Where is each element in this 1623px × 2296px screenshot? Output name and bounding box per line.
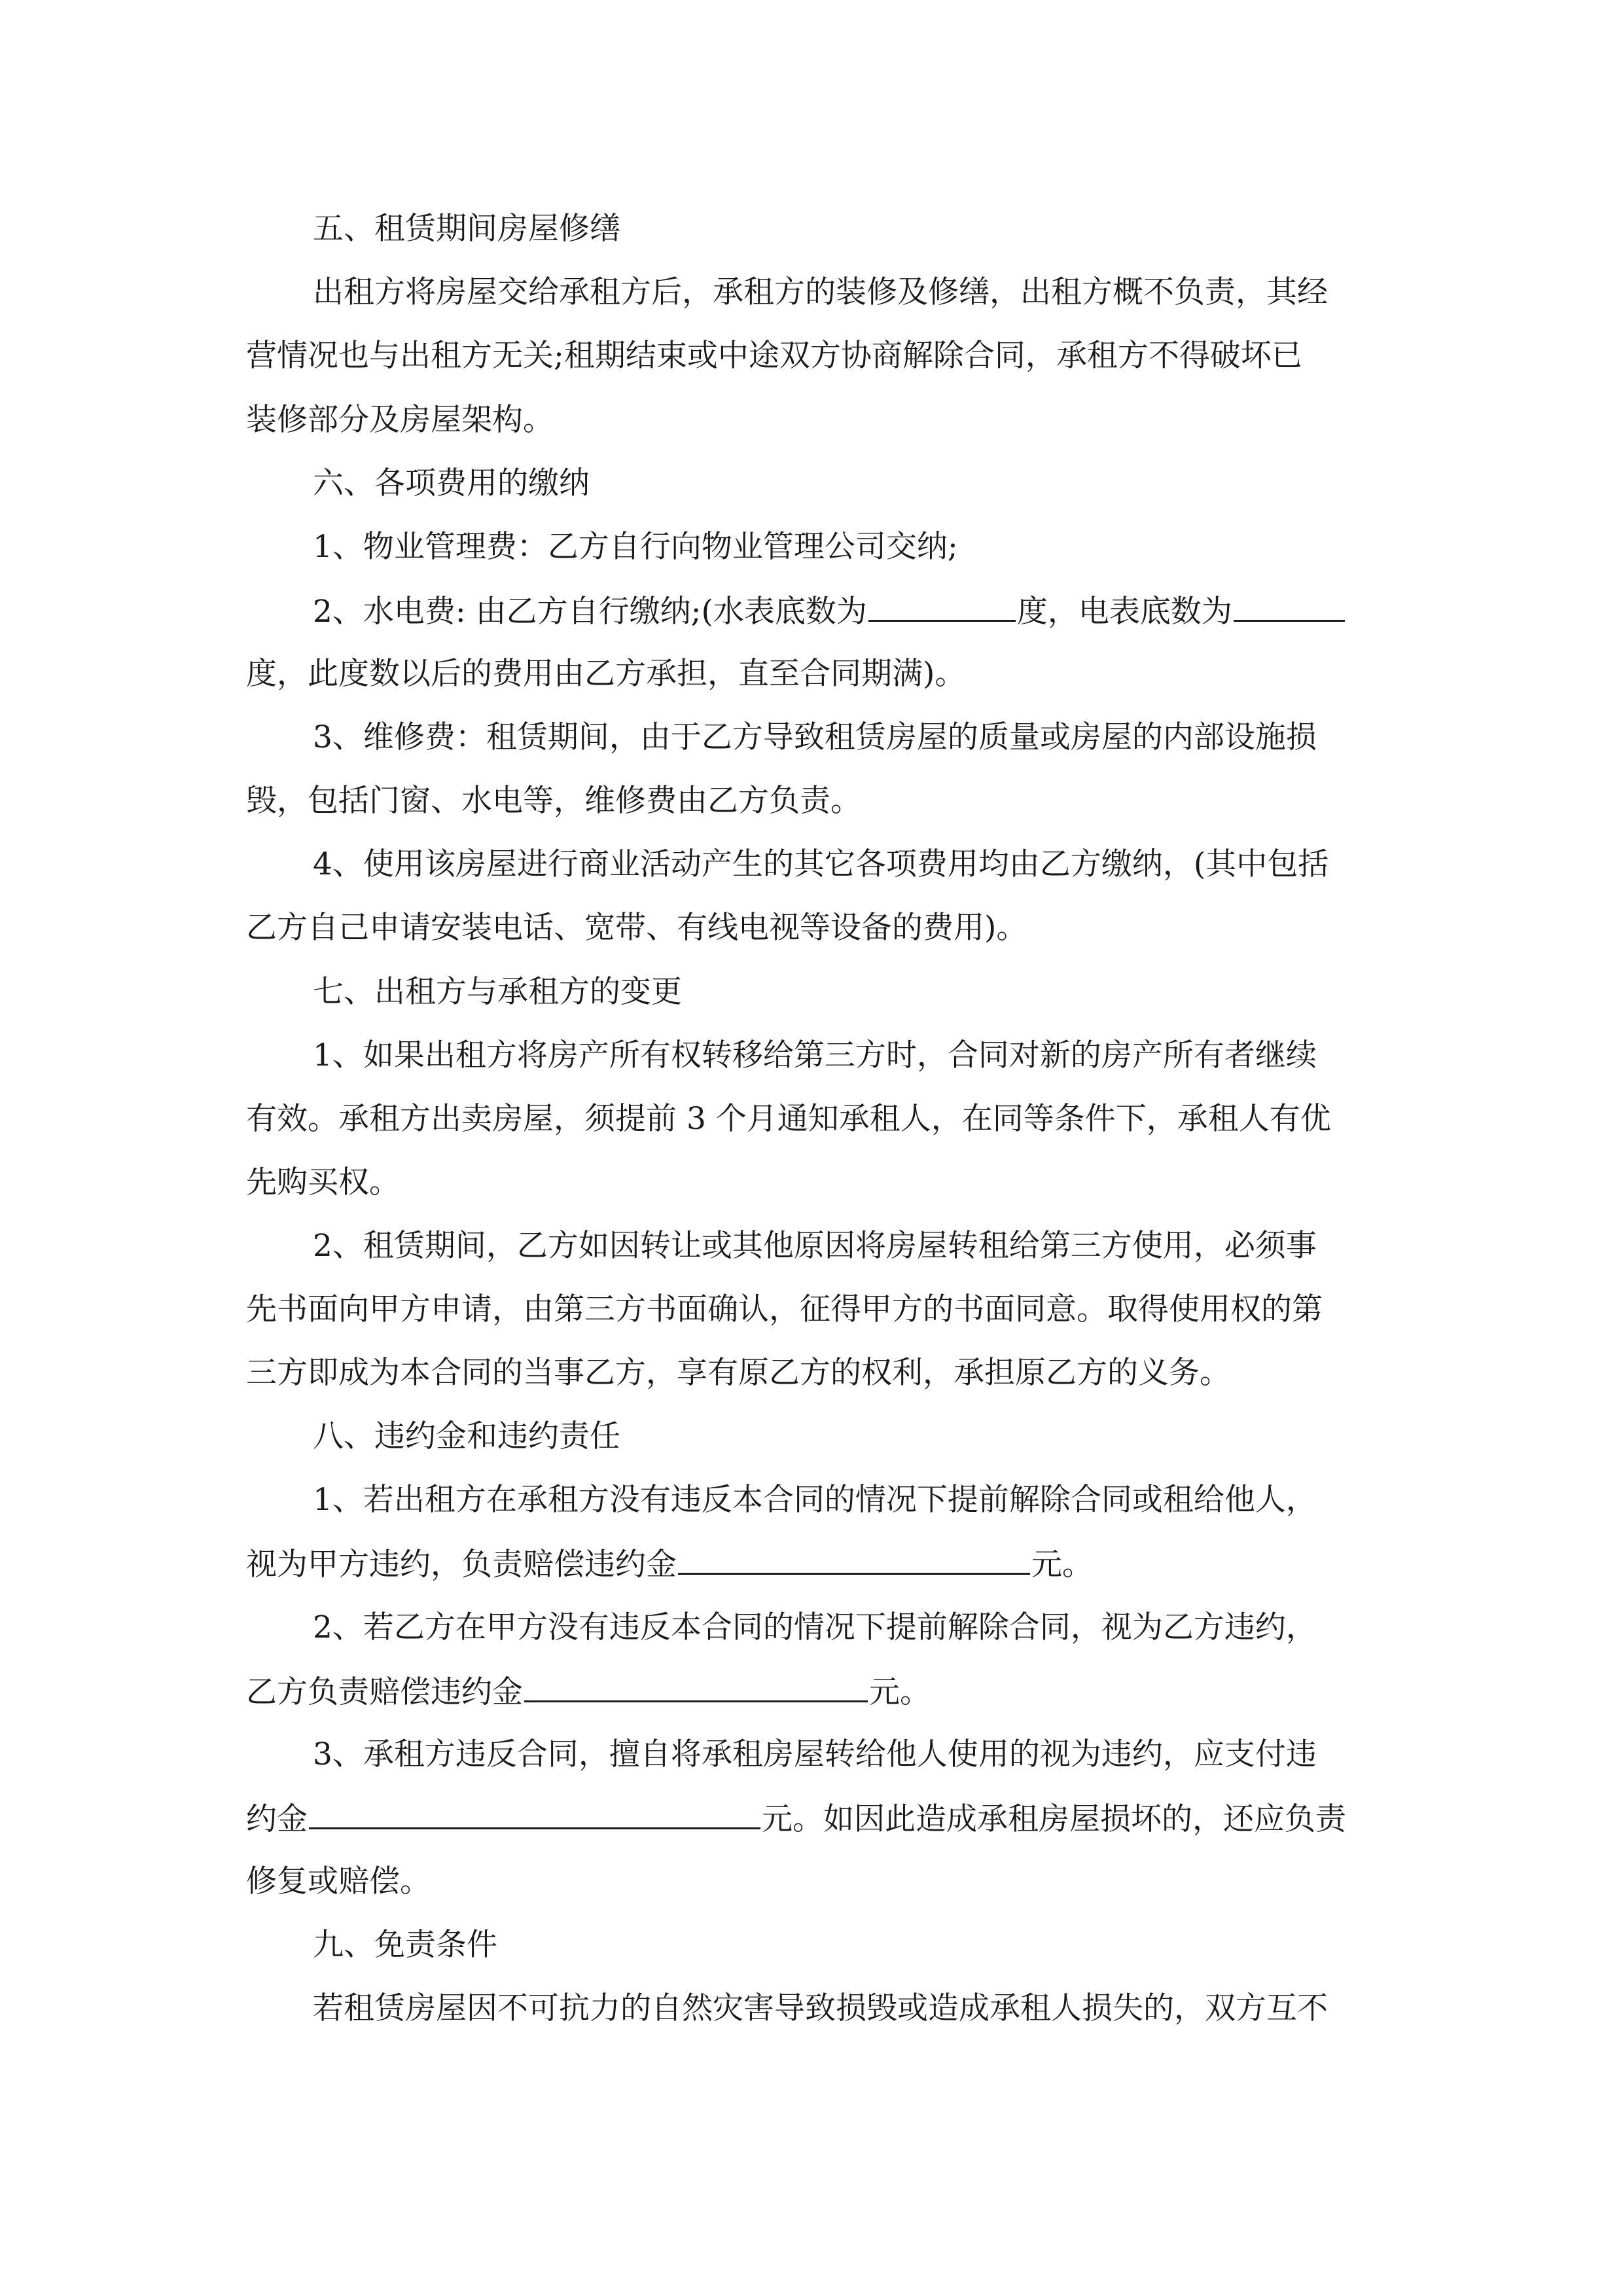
list-item [313,591,1346,630]
paragraph-line: 装修部分及房屋架构。 [246,402,554,438]
electric-meter-blank[interactable] [1234,591,1345,622]
paragraph-line [246,1799,1346,1838]
line-text: 元。 [1031,1547,1093,1583]
paragraph-line: 出租方将房屋交给承租方后，承租方的装修及修缮，出租方概不负责，其经 [313,274,1328,310]
paragraph-line: 有效。承租方出卖房屋，须提前 3 个月通知承租人，在同等条件下，承租人有优 [246,1101,1331,1137]
section-7-heading: 七、出租方与承租方的变更 [313,974,682,1010]
paragraph-line: 先购买权。 [246,1164,400,1200]
penalty-amount-blank[interactable] [524,1672,868,1702]
paragraph-line: 修复或赔偿。 [246,1863,431,1899]
list-item: 2、若乙方在甲方没有违反本合同的情况下提前解除合同，视为乙方违约， [313,1609,1317,1645]
paragraph-line: 度，此度数以后的费用由乙方承担，直至合同期满)。 [246,656,966,692]
paragraph-line: 三方即成为本合同的当事乙方，享有原乙方的权利，承担原乙方的义务。 [246,1355,1230,1391]
list-item: 3、维修费：租赁期间，由于乙方导致租赁房屋的质量或房屋的内部设施损 [313,719,1317,755]
paragraph-line: 毁，包括门窗、水电等，维修费由乙方负责。 [246,783,861,819]
list-item: 2、租赁期间，乙方如因转让或其他原因将房屋转租给第三方使用，必须事 [313,1228,1317,1264]
section-5-heading: 五、租赁期间房屋修缮 [313,211,620,247]
water-meter-blank[interactable] [868,591,1016,622]
section-6-heading: 六、各项费用的缴纳 [313,465,590,501]
line-text: 元。如因此造成承租房屋损坏的，还应负责 [762,1801,1346,1837]
paragraph-line: 乙方自己申请安装电话、宽带、有线电视等设备的费用)。 [246,910,1027,946]
list-item: 4、使用该房屋进行商业活动产生的其它各项费用均由乙方缴纳，(其中包括 [313,846,1329,882]
section-8-heading: 八、违约金和违约责任 [313,1418,620,1454]
list-item-text: 度，电表底数为 [1016,594,1232,630]
list-item: 1、物业管理费：乙方自行向物业管理公司交纳; [313,529,958,565]
line-text: 视为甲方违约，负责赔偿违约金 [246,1547,677,1583]
penalty-amount-blank[interactable] [678,1544,1030,1575]
list-item: 3、承租方违反合同，擅自将承租房屋转给他人使用的视为违约，应支付违 [313,1736,1317,1772]
paragraph-line: 先书面向甲方申请，由第三方书面确认，征得甲方的书面同意。取得使用权的第 [246,1291,1323,1327]
list-item: 1、若出租方在承租方没有违反本合同的情况下提前解除合同或租给他人， [313,1482,1317,1518]
paragraph-line [246,1544,1093,1583]
paragraph-line: 若租赁房屋因不可抗力的自然灾害导致损毁或造成承租人损失的，双方互不 [313,1990,1328,2026]
paragraph-line: 营情况也与出租方无关;租期结束或中途双方协商解除合同，承租方不得破坏已 [246,338,1302,374]
penalty-amount-blank[interactable] [309,1799,760,1829]
paragraph-line [246,1672,931,1711]
list-item-text: 2、水电费: 由乙方自行缴纳;(水表底数为 [313,594,867,630]
list-item: 1、如果出租方将房产所有权转移给第三方时，合同对新的房产所有者继续 [313,1037,1317,1073]
section-9-heading: 九、免责条件 [313,1927,497,1963]
line-text: 乙方负责赔偿违约金 [246,1674,523,1710]
line-text: 元。 [869,1674,931,1710]
line-text: 约金 [246,1801,308,1837]
